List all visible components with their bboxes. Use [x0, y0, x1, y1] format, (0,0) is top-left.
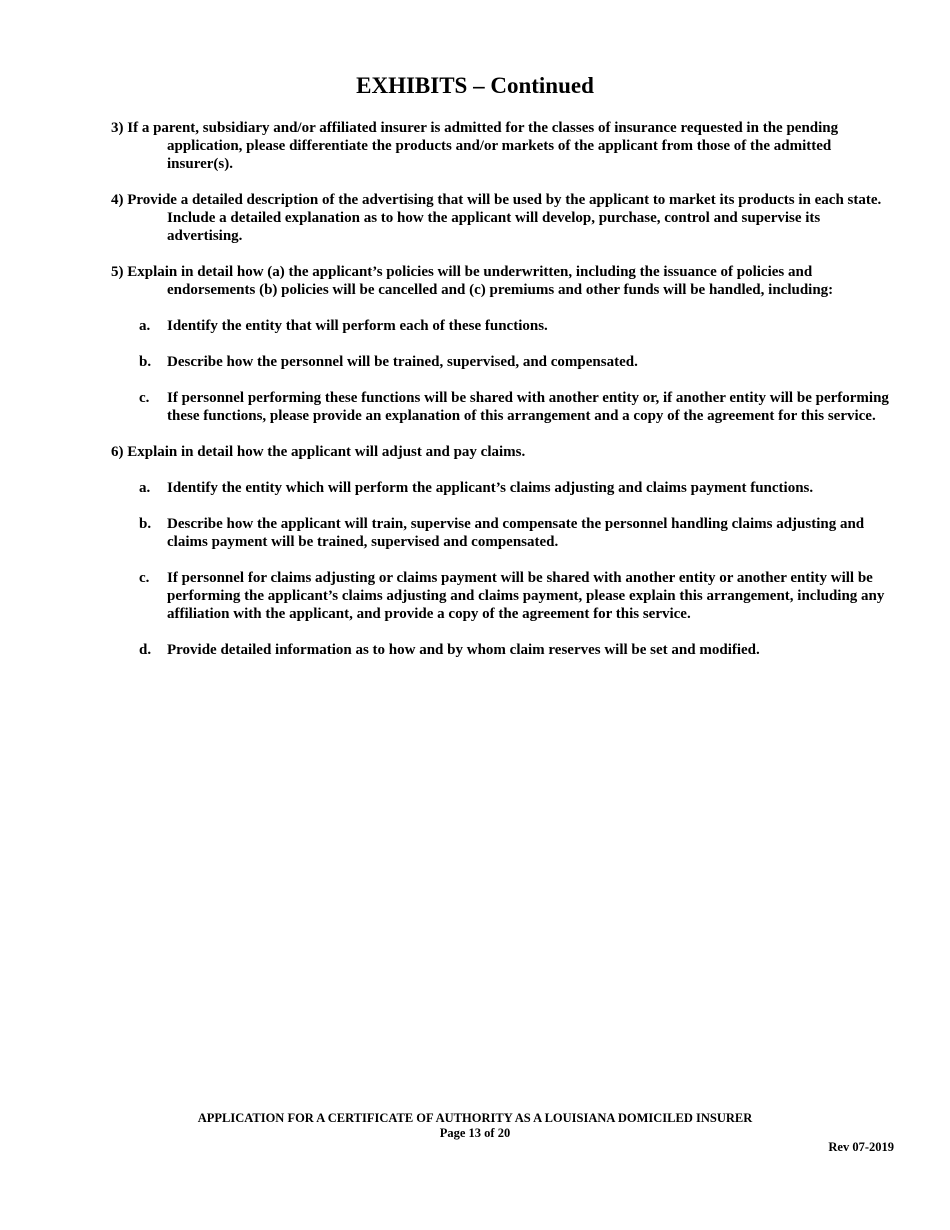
exhibit-item-5: 5) Explain in detail how (a) the applicant’s policies will be underwritten, including the issuance of policies and endorsements (b) policies will be cancelled and (c) premiums and other funds will be handled, including: — [111, 264, 834, 298]
exhibit-item-5-sub-c — [111, 389, 891, 425]
exhibit-item-6-sub-c — [111, 569, 891, 623]
exhibit-item-4: 4) Provide a detailed description of the advertising that will be used by the applicant to market its products in each state. Include a detailed explanation as to how the applicant will develop, purchase, control and supervise its advertising. — [111, 192, 882, 244]
exhibit-list — [111, 119, 891, 677]
sub-text: Describe how the applicant will train, supervise and compensate the personnel handling claims adjusting and claims payment will be trained, supervised and compensated. — [167, 516, 865, 550]
sub-marker: b. — [139, 516, 152, 532]
sub-text: Describe how the personnel will be trained, supervised, and compensated. — [167, 354, 638, 370]
sub-marker: a. — [139, 480, 151, 496]
exhibit-item-6: 6) Explain in detail how the applicant will adjust and pay claims. — [111, 444, 526, 460]
sub-text: Provide detailed information as to how and by whom claim reserves will be set and modified. — [167, 642, 760, 658]
sub-marker: b. — [139, 354, 152, 370]
sub-marker: a. — [139, 318, 151, 334]
exhibit-item-5-sub-b — [111, 353, 891, 371]
footer-revision: Rev 07-2019 — [828, 1140, 894, 1154]
footer-application-title: APPLICATION FOR A CERTIFICATE OF AUTHORITY AS A LOUISIANA DOMICILED INSURER — [197, 1111, 753, 1125]
sub-marker: c. — [139, 570, 150, 586]
exhibit-item-5-sub-a — [111, 317, 891, 335]
exhibit-item-3: 3) If a parent, subsidiary and/or affiliated insurer is admitted for the classes of insurance requested in the pending application, please differentiate the products and/or markets of the applicant from those of the admitted insurer(s). — [111, 120, 839, 172]
sub-text: Identify the entity that will perform each of these functions. — [167, 318, 548, 334]
exhibit-item-6-sub-d — [111, 641, 891, 659]
sub-marker: d. — [139, 642, 152, 658]
exhibit-item-6-sub-b — [111, 515, 891, 551]
page-footer — [0, 1111, 950, 1141]
sub-text: Identify the entity which will perform the applicant’s claims adjusting and claims payment functions. — [167, 480, 814, 496]
sub-text: If personnel performing these functions will be shared with another entity or, if another entity will be performing these functions, please provide an explanation of this arrangement and a copy of the agreement for this service. — [167, 390, 889, 424]
sub-text: If personnel for claims adjusting or claims payment will be shared with another entity or another entity will be performing the applicant’s claims adjusting and claims payment, please explain this arrangement, including any affiliation with the applicant, and provide a copy of the agreement for this service. — [167, 570, 885, 622]
footer-page-number: Page 13 of 20 — [439, 1126, 511, 1140]
exhibit-item-6-sub-a — [111, 479, 891, 497]
sub-marker: c. — [139, 390, 150, 406]
page-title: EXHIBITS – Continued — [356, 73, 594, 98]
